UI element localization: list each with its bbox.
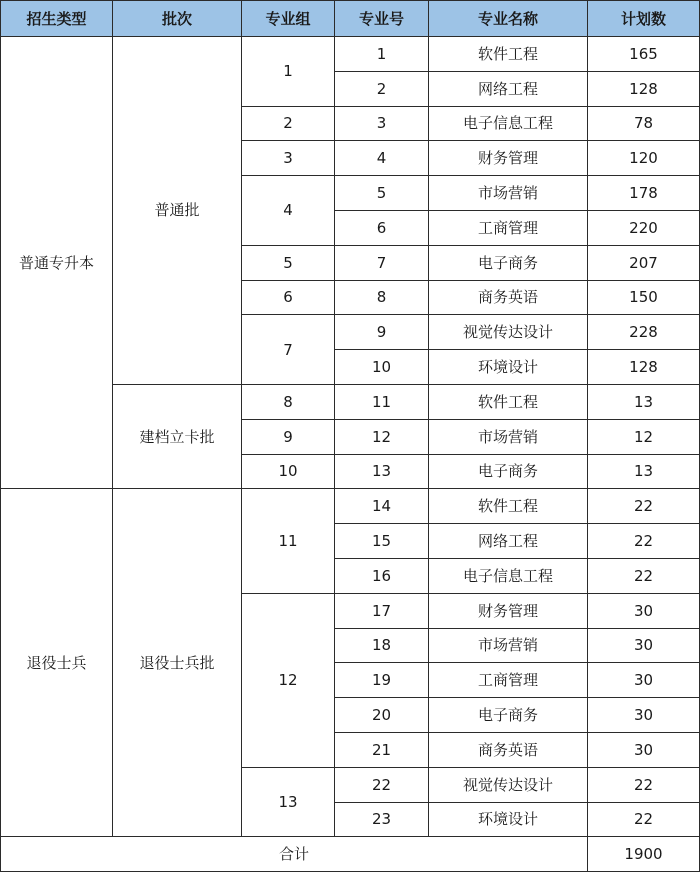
major-no-cell: 9 (335, 315, 429, 350)
major-name-cell: 电子商务 (429, 454, 588, 489)
major-no-cell: 18 (335, 628, 429, 663)
major-no-cell: 19 (335, 663, 429, 698)
group-cell: 3 (242, 141, 335, 176)
plan-count-cell: 22 (588, 802, 700, 837)
plan-count-cell: 30 (588, 628, 700, 663)
plan-count-cell: 220 (588, 210, 700, 245)
type-cell: 退役士兵 (1, 489, 113, 837)
major-no-cell: 15 (335, 524, 429, 559)
plan-count-cell: 30 (588, 698, 700, 733)
plan-count-cell: 120 (588, 141, 700, 176)
major-no-cell: 17 (335, 593, 429, 628)
plan-count-cell: 78 (588, 106, 700, 141)
plan-count-cell: 207 (588, 245, 700, 280)
header-major-no: 专业号 (335, 1, 429, 37)
major-no-cell: 11 (335, 384, 429, 419)
header-batch: 批次 (113, 1, 242, 37)
major-name-cell: 电子商务 (429, 698, 588, 733)
major-no-cell: 8 (335, 280, 429, 315)
header-major-name: 专业名称 (429, 1, 588, 37)
major-name-cell: 市场营销 (429, 419, 588, 454)
plan-count-cell: 128 (588, 350, 700, 385)
major-no-cell: 22 (335, 767, 429, 802)
plan-count-cell: 30 (588, 663, 700, 698)
major-name-cell: 电子商务 (429, 245, 588, 280)
major-no-cell: 16 (335, 558, 429, 593)
major-name-cell: 市场营销 (429, 176, 588, 211)
table-row (1, 37, 700, 72)
plan-count-cell: 165 (588, 37, 700, 72)
major-name-cell: 视觉传达设计 (429, 315, 588, 350)
major-no-cell: 2 (335, 71, 429, 106)
group-cell: 4 (242, 176, 335, 246)
group-cell: 10 (242, 454, 335, 489)
group-cell: 5 (242, 245, 335, 280)
plan-count-cell: 178 (588, 176, 700, 211)
major-no-cell: 21 (335, 732, 429, 767)
plan-count-cell: 22 (588, 558, 700, 593)
major-name-cell: 软件工程 (429, 489, 588, 524)
header-plan-count: 计划数 (588, 1, 700, 37)
group-cell: 13 (242, 767, 335, 837)
major-no-cell: 3 (335, 106, 429, 141)
group-cell: 11 (242, 489, 335, 593)
header-type: 招生类型 (1, 1, 113, 37)
major-name-cell: 软件工程 (429, 384, 588, 419)
group-cell: 1 (242, 37, 335, 107)
plan-count-cell: 12 (588, 419, 700, 454)
major-name-cell: 网络工程 (429, 524, 588, 559)
major-no-cell: 1 (335, 37, 429, 72)
batch-cell: 建档立卡批 (113, 384, 242, 488)
group-cell: 12 (242, 593, 335, 767)
major-name-cell: 财务管理 (429, 141, 588, 176)
plan-count-cell: 30 (588, 593, 700, 628)
major-name-cell: 工商管理 (429, 663, 588, 698)
major-no-cell: 20 (335, 698, 429, 733)
plan-count-cell: 30 (588, 732, 700, 767)
major-no-cell: 6 (335, 210, 429, 245)
table-row (1, 489, 700, 524)
header-group: 专业组 (242, 1, 335, 37)
type-cell: 普通专升本 (1, 37, 113, 489)
major-no-cell: 13 (335, 454, 429, 489)
plan-count-cell: 13 (588, 384, 700, 419)
batch-cell: 退役士兵批 (113, 489, 242, 837)
major-no-cell: 14 (335, 489, 429, 524)
plan-count-cell: 22 (588, 524, 700, 559)
group-cell: 6 (242, 280, 335, 315)
plan-count-cell: 128 (588, 71, 700, 106)
major-no-cell: 5 (335, 176, 429, 211)
major-no-cell: 7 (335, 245, 429, 280)
total-value: 1900 (588, 837, 700, 872)
plan-count-cell: 22 (588, 489, 700, 524)
major-no-cell: 10 (335, 350, 429, 385)
major-no-cell: 12 (335, 419, 429, 454)
major-name-cell: 环境设计 (429, 802, 588, 837)
major-name-cell: 网络工程 (429, 71, 588, 106)
group-cell: 9 (242, 419, 335, 454)
group-cell: 7 (242, 315, 335, 385)
major-name-cell: 电子信息工程 (429, 558, 588, 593)
header-row (1, 1, 700, 37)
major-name-cell: 商务英语 (429, 732, 588, 767)
total-label: 合计 (1, 837, 588, 872)
major-name-cell: 电子信息工程 (429, 106, 588, 141)
plan-count-cell: 150 (588, 280, 700, 315)
major-name-cell: 视觉传达设计 (429, 767, 588, 802)
major-name-cell: 市场营销 (429, 628, 588, 663)
major-name-cell: 软件工程 (429, 37, 588, 72)
batch-cell: 普通批 (113, 37, 242, 385)
group-cell: 2 (242, 106, 335, 141)
major-name-cell: 环境设计 (429, 350, 588, 385)
plan-count-cell: 228 (588, 315, 700, 350)
total-row (1, 837, 700, 872)
major-no-cell: 4 (335, 141, 429, 176)
major-name-cell: 工商管理 (429, 210, 588, 245)
plan-count-cell: 22 (588, 767, 700, 802)
major-name-cell: 商务英语 (429, 280, 588, 315)
plan-count-cell: 13 (588, 454, 700, 489)
group-cell: 8 (242, 384, 335, 419)
major-no-cell: 23 (335, 802, 429, 837)
major-name-cell: 财务管理 (429, 593, 588, 628)
